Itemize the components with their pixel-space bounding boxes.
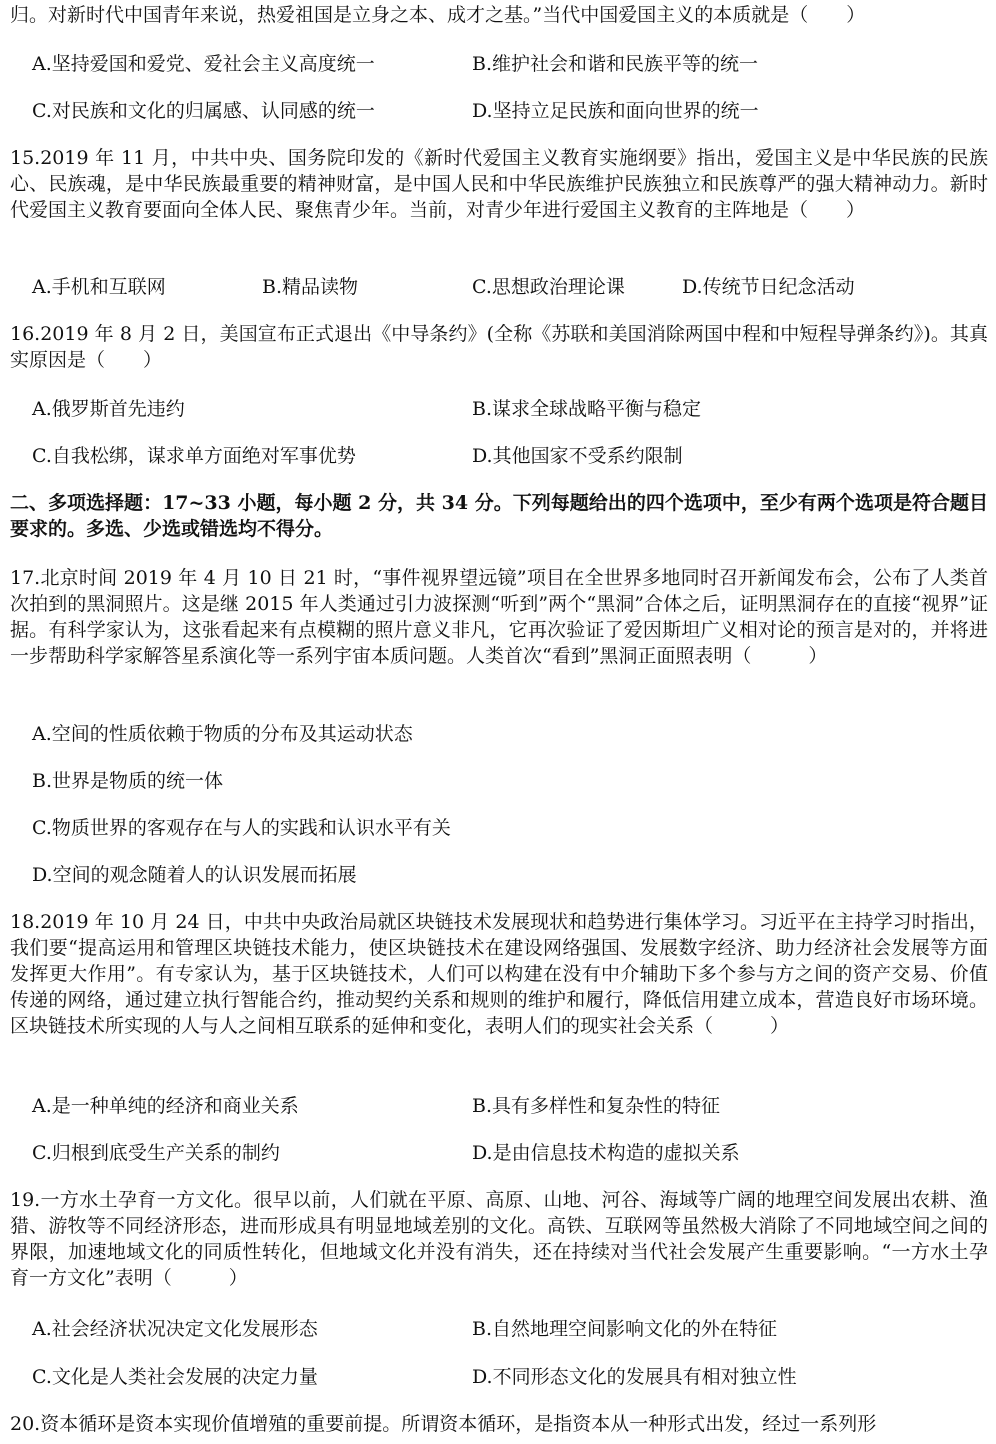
q19-option-a: A.社会经济状况决定文化发展形态 — [32, 1318, 318, 1340]
q15-option-d: D.传统节日纪念活动 — [682, 276, 855, 298]
q15-option-b: B.精品读物 — [262, 276, 359, 298]
q14-tail: 归。对新时代中国青年来说，热爱祖国是立身之本、成才之基。”当代中国爱国主义的本质就是（ ） — [10, 4, 866, 26]
q14-option-a: A.坚持爱国和爱党、爱社会主义高度统一 — [32, 53, 375, 75]
q16-option-c: C.自我松绑，谋求单方面绝对军事优势 — [32, 445, 356, 467]
q18-option-a: A.是一种单纯的经济和商业关系 — [32, 1095, 299, 1117]
q14-option-b: B.维护社会和谐和民族平等的统一 — [472, 53, 759, 75]
section2-heading: 二、多项选择题：17~33 小题，每小题 2 分，共 34 分。下列每题给出的四个选项中，至少有两个选项是符合题目要求的。多选、少选或错选均不得分。 — [10, 492, 988, 540]
q19-option-d: D.不同形态文化的发展具有相对独立性 — [472, 1366, 797, 1388]
q17-option-c: C.物质世界的客观存在与人的实践和认识水平有关 — [32, 817, 451, 839]
q16-option-d: D.其他国家不受系约限制 — [472, 445, 683, 467]
q17-option-d: D.空间的观念随着人的认识发展而拓展 — [32, 864, 357, 886]
q17-stem: 17.北京时间 2019 年 4 月 10 日 21 时，“事件视界望远镜”项目在全世界多地同时召开新闻发布会，公布了人类首次拍到的黑洞照片。这是继 2015 年人类通过引力波探测“听到”两个“黑洞”合体之后，证明黑洞存在的直接“视界”证据。有科学家认为，这张看起来有点模糊的照片意义非凡，它再次验证了爱因斯坦广义相对论的预言是对的，并将进一步帮助科学家解答星系演化等一系列宇宙本质问题。人类首次“看到”黑洞正面照表明（ ） — [10, 567, 988, 667]
q16-option-b: B.谋求全球战略平衡与稳定 — [472, 398, 702, 420]
q20-stem: 20.资本循环是资本实现价值增殖的重要前提。所谓资本循环，是指资本从一种形式出发，经过一系列形 — [10, 1413, 877, 1435]
q17-option-b: B.世界是物质的统一体 — [32, 770, 224, 792]
q18-stem: 18.2019 年 10 月 24 日，中共中央政治局就区块链技术发展现状和趋势进行集体学习。习近平在主持学习时指出，我们要“提高运用和管理区块链技术能力，使区块链技术在建设网络强国、发展数字经济、助力经济社会发展等方面发挥更大作用”。有专家认为，基于区块链技术，人们可以构建在没有中介辅助下多个参与方之间的资产交易、价值传递的网络，通过建立执行智能合约，推动契约关系和规则的维护和履行，降低信用建立成本，营造良好市场环境。区块链技术所实现的人与人之间相互联系的延伸和变化，表明人们的现实社会关系（ ） — [10, 911, 988, 1037]
q14-option-c: C.对民族和文化的归属感、认同感的统一 — [32, 100, 375, 122]
q15-option-a: A.手机和互联网 — [32, 276, 166, 298]
q19-option-c: C.文化是人类社会发展的决定力量 — [32, 1366, 318, 1388]
q17-option-a: A.空间的性质依赖于物质的分布及其运动状态 — [32, 723, 413, 745]
q14-option-d: D.坚持立足民族和面向世界的统一 — [472, 100, 759, 122]
q19-option-b: B.自然地理空间影响文化的外在特征 — [472, 1318, 778, 1340]
q16-stem: 16.2019 年 8 月 2 日，美国宣布正式退出《中导条约》(全称《苏联和美国消除两国中程和中短程导弹条约》)。其真实原因是（ ） — [10, 323, 988, 371]
q15-option-c: C.思想政治理论课 — [472, 276, 625, 298]
q18-option-d: D.是由信息技术构造的虚拟关系 — [472, 1142, 740, 1164]
q19-stem: 19.一方水土孕育一方文化。很早以前，人们就在平原、高原、山地、河谷、海域等广阔的地理空间发展出农耕、渔猎、游牧等不同经济形态，进而形成具有明显地域差别的文化。高铁、互联网等虽然极大消除了不同地域空间之间的界限，加速地域文化的同质性转化，但地域文化并没有消失，还在持续对当代社会发展产生重要影响。“一方水土孕育一方文化”表明（ ） — [10, 1189, 988, 1289]
q18-option-c: C.归根到底受生产关系的制约 — [32, 1142, 280, 1164]
q18-option-b: B.具有多样性和复杂性的特征 — [472, 1095, 721, 1117]
q15-stem: 15.2019 年 11 月，中共中央、国务院印发的《新时代爱国主义教育实施纲要》指出，爱国主义是中华民族的民族心、民族魂，是中华民族最重要的精神财富，是中国人民和中华民族维护民族独立和民族尊严的强大精神动力。新时代爱国主义教育要面向全体人民、聚焦青少年。当前，对青少年进行爱国主义教育的主阵地是（ ） — [10, 147, 988, 221]
q16-option-a: A.俄罗斯首先违约 — [32, 398, 185, 420]
